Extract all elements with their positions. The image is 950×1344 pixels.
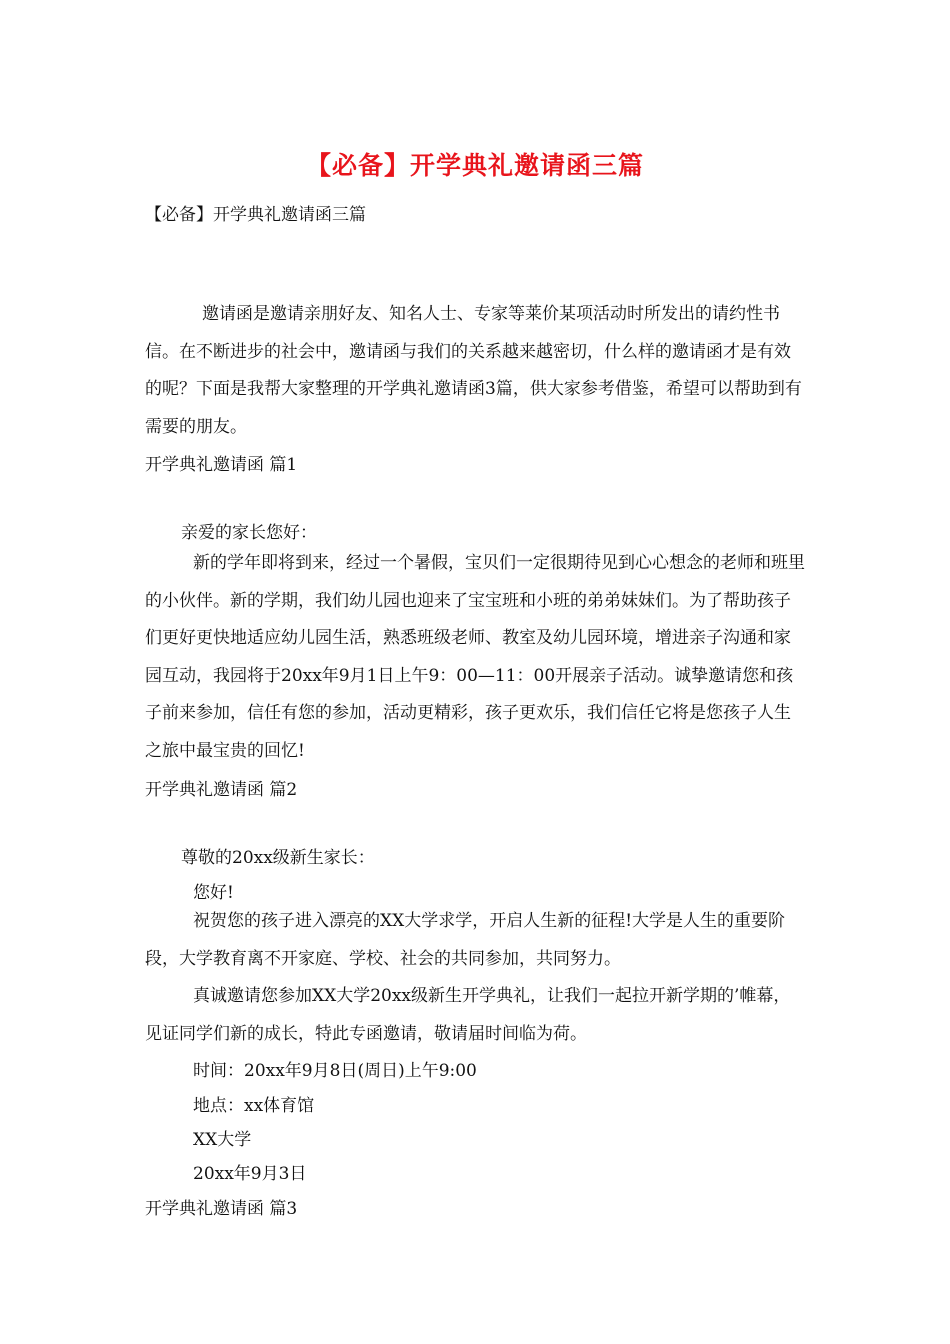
section2-hello: 您好! bbox=[193, 883, 234, 903]
section2-time: 时间：20xx年9月8日(周日)上午9:00 bbox=[193, 1061, 477, 1081]
section1-body: 新的学年即将到来，经过一个暑假，宝贝们一定很期待见到心心想念的老师和班里的小伙伴。新的学期，我们幼儿园也迎来了宝宝班和小班的弟弟妹妹们。为了帮助孩子们更好更快地适应幼儿园生活，熟悉班级老师、教室及幼儿园环境，增进亲子沟通和家园互动，我园将于20xx年9月1日上午9：00—11：00开展亲子活动。诚挚邀请您和孩子前来参加，信任有您的参加，活动更精彩，孩子更欢乐，我们信任它将是您孩子人生之旅中最宝贵的回忆! bbox=[145, 553, 805, 761]
section3-heading: 开学典礼邀请函 篇3 bbox=[145, 1199, 298, 1219]
section2-body2: 真诚邀请您参加XX大学20xx级新生开学典礼，让我们一起拉开新学期的’帷幕，见证同学们新的成长，特此专函邀请，敬请届时间临为荷。 bbox=[145, 986, 791, 1044]
document-title: 【必备】开学典礼邀请函三篇 bbox=[305, 151, 644, 180]
section2-signer: XX大学 bbox=[193, 1130, 252, 1150]
document-subtitle: 【必备】开学典礼邀请函三篇 bbox=[145, 205, 366, 225]
intro-paragraph: 邀请函是邀请亲朋好友、知名人士、专家等莱价某项活动时所发出的请约性书信。在不断进步的社会中，邀请函与我们的关系越来越密切，什么样的邀请函才是有效的呢？下面是我帮大家整理的开学典礼邀请函3篇，供大家参考借鉴，希望可以帮助到有需要的朋友。 bbox=[145, 304, 802, 437]
section1-heading: 开学典礼邀请函 篇1 bbox=[145, 455, 298, 475]
section2-heading: 开学典礼邀请函 篇2 bbox=[145, 780, 298, 800]
section2-body1: 祝贺您的孩子进入漂亮的XX大学求学，开启人生新的征程!大学是人生的重要阶段，大学教育离不开家庭、学校、社会的共同参加，共同努力。 bbox=[145, 911, 786, 969]
section1-greeting: 亲爱的家长您好： bbox=[181, 523, 317, 543]
section2-greeting: 尊敬的20xx级新生家长： bbox=[181, 848, 375, 868]
section2-date: 20xx年9月3日 bbox=[193, 1164, 307, 1184]
section2-place: 地点：xx体育馆 bbox=[193, 1096, 315, 1116]
